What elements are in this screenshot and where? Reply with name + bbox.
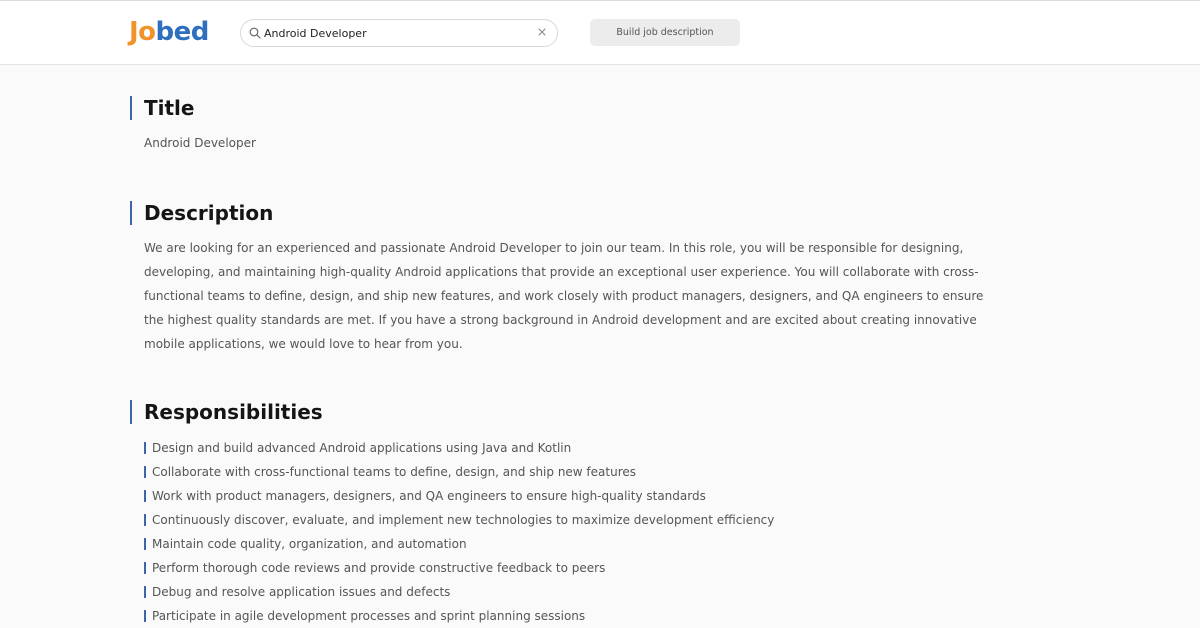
responsibility-text: Participate in agile development processes and sprint planning sessions <box>152 609 586 623</box>
list-item <box>144 484 774 508</box>
responsibilities-section-heading: Responsibilities <box>130 400 323 424</box>
list-item <box>144 436 774 460</box>
close-icon[interactable] <box>536 26 548 38</box>
bullet-bar <box>144 610 146 622</box>
build-job-description-button[interactable]: Build job description <box>590 19 740 46</box>
list-item <box>144 532 774 556</box>
search-box[interactable] <box>240 19 558 47</box>
responsibility-text: Collaborate with cross-functional teams to define, design, and ship new features <box>152 465 637 479</box>
logo-part-bed: bed <box>155 17 209 47</box>
bullet-bar <box>144 442 146 454</box>
description-section-heading: Description <box>130 201 273 225</box>
responsibility-text: Maintain code quality, organization, and automation <box>152 537 467 551</box>
bullet-bar <box>144 538 146 550</box>
list-item <box>144 580 774 604</box>
responsibility-text: Work with product managers, designers, and QA engineers to ensure high-quality standards <box>152 489 706 503</box>
responsibility-text: Perform thorough code reviews and provide constructive feedback to peers <box>152 561 606 575</box>
list-item <box>144 604 774 628</box>
responsibility-text: Design and build advanced Android applications using Java and Kotlin <box>152 441 572 455</box>
list-item <box>144 460 774 484</box>
jobed-logo[interactable] <box>129 15 209 49</box>
search-input[interactable] <box>263 22 533 44</box>
responsibilities-list <box>144 436 774 628</box>
title-section-heading: Title <box>130 96 194 120</box>
top-header <box>0 0 1200 65</box>
bullet-bar <box>144 490 146 502</box>
job-description-text: We are looking for an experienced and passionate Android Developer to join our team. In this role, you will be responsible for designing, developing, and maintaining high-quality Android applications that provide an exceptional user experience. You will collaborate with cross-functional teams to define, design, and ship new features, and work closely with product managers, designers, and QA engineers to ensure the highest quality standards are met. If you have a strong background in Android development and are excited about creating innovative mobile applications, we would love to hear from you. <box>144 241 984 351</box>
job-title-value: Android Developer <box>144 136 256 150</box>
bullet-bar <box>144 514 146 526</box>
responsibility-text: Continuously discover, evaluate, and implement new technologies to maximize development efficiency <box>152 513 775 527</box>
bullet-bar <box>144 586 146 598</box>
bullet-bar <box>144 466 146 478</box>
search-icon <box>249 27 261 39</box>
list-item <box>144 508 774 532</box>
list-item <box>144 556 774 580</box>
responsibility-text: Debug and resolve application issues and defects <box>152 585 451 599</box>
logo-part-jo: Jo <box>129 17 156 47</box>
bullet-bar <box>144 562 146 574</box>
